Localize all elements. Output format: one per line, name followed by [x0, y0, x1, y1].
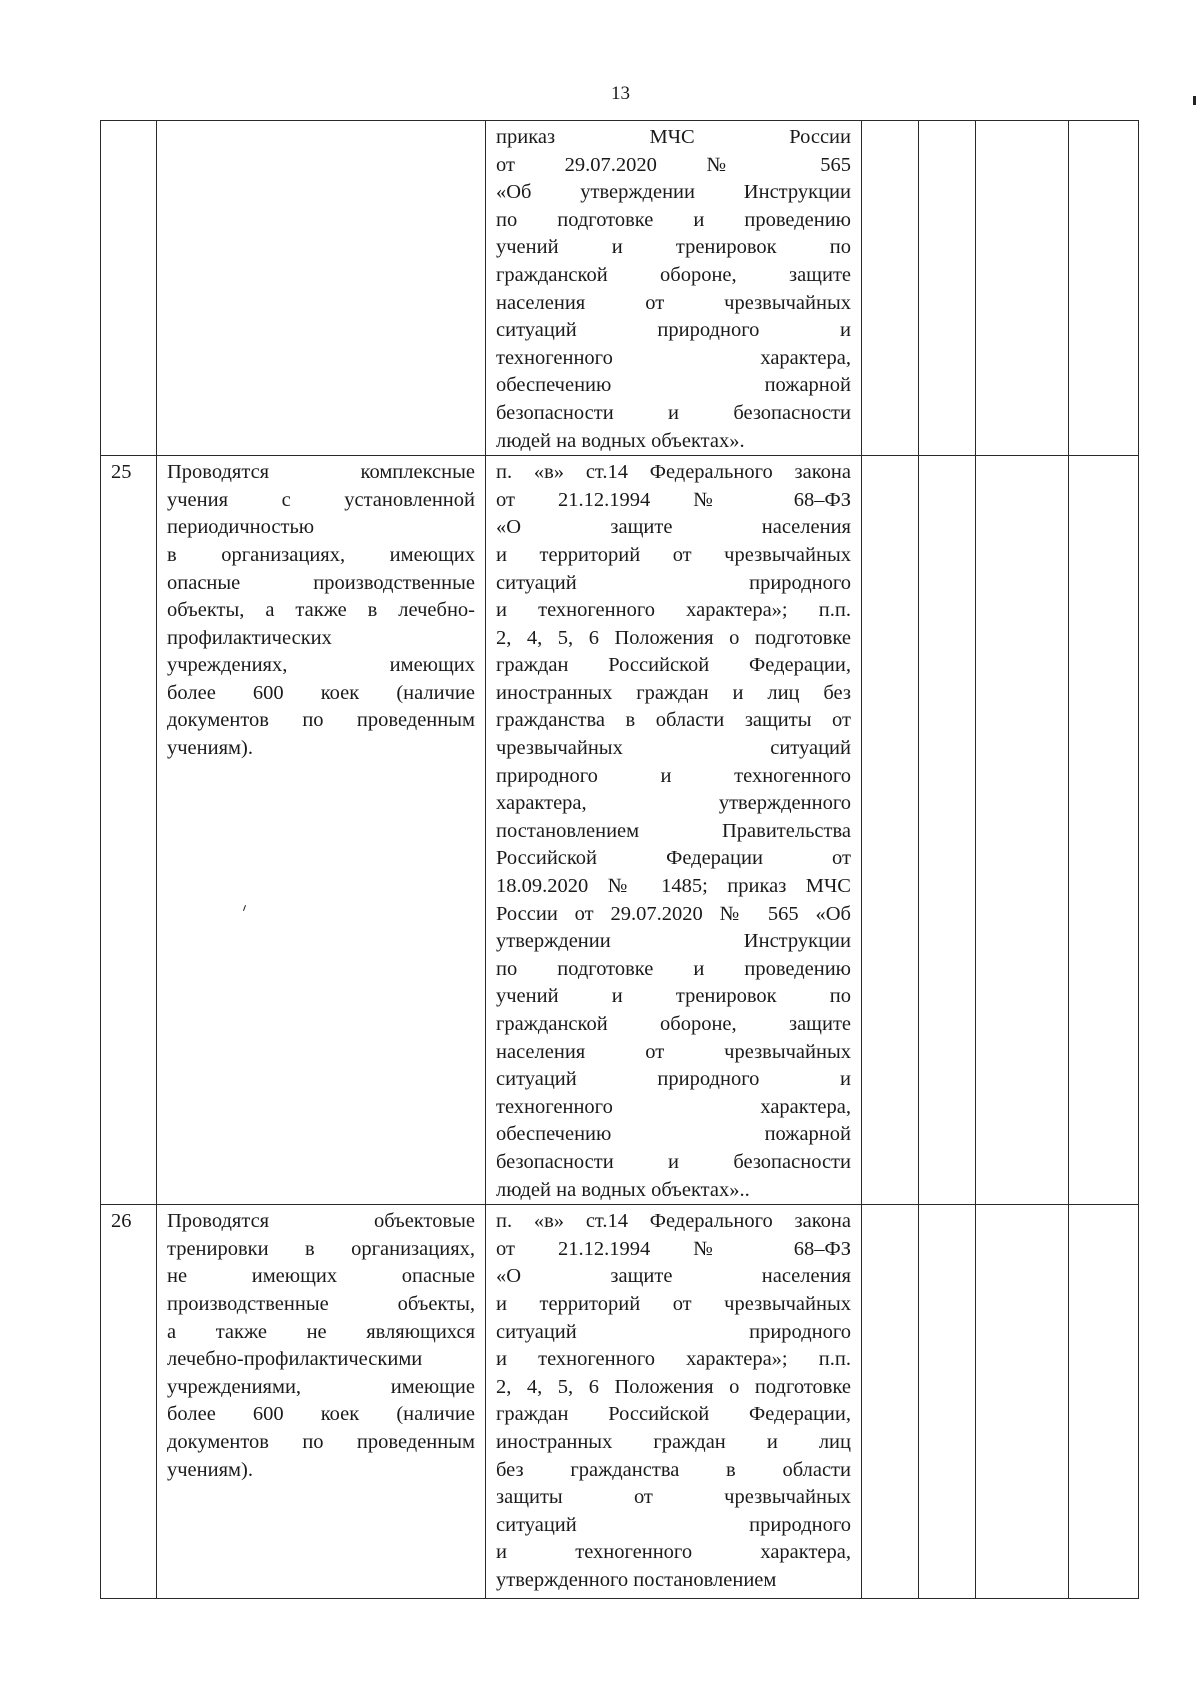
reference-cell — [486, 456, 862, 1205]
text-line: людей на водных объектах».. — [496, 1178, 750, 1201]
text-line: ситуаций природного и — [496, 1068, 851, 1091]
text-line: техногенного характера, — [496, 1095, 851, 1118]
text-line: чрезвычайных ситуаций — [496, 737, 851, 760]
text-line: учениям). — [167, 1458, 253, 1481]
text-line: ситуаций природного — [496, 1320, 851, 1343]
text-line: и техногенного характера»; п.п. — [496, 599, 851, 622]
text-line: 2, 4, 5, 6 Положения о подготовке — [496, 626, 851, 649]
empty-cell — [1069, 121, 1139, 456]
empty-cell — [919, 121, 976, 456]
text-line: профилактических — [167, 626, 332, 649]
text-line: обеспечению пожарной — [496, 374, 851, 397]
text-line: обеспечению пожарной — [496, 1123, 851, 1146]
text-line: России от 29.07.2020 № 565 «Об — [496, 902, 851, 925]
text-line: от 21.12.1994 № 68–ФЗ — [496, 1237, 851, 1260]
text-line: по подготовке и проведению — [496, 208, 851, 231]
text-line: иностранных граждан и лиц без — [496, 681, 851, 704]
text-line: утвержденного постановлением — [496, 1568, 777, 1591]
text-line: гражданства в области защиты от — [496, 709, 851, 732]
text-line: а также не являющихся — [167, 1320, 475, 1343]
text-line: «О защите населения — [496, 516, 851, 539]
text-line: ситуаций природного — [496, 571, 851, 594]
empty-cell — [919, 1205, 976, 1599]
empty-cell — [862, 1205, 919, 1599]
requirement-cell — [157, 121, 486, 456]
empty-cell — [976, 121, 1069, 456]
text-line: населения от чрезвычайных — [496, 291, 851, 314]
empty-cell — [862, 456, 919, 1205]
text-line: «О защите населения — [496, 1265, 851, 1288]
text-line: учреждениях, имеющих — [167, 654, 475, 677]
empty-cell — [1069, 1205, 1139, 1599]
empty-cell — [976, 456, 1069, 1205]
text-line: лечебно-профилактическими — [167, 1348, 423, 1371]
text-line: по подготовке и проведению — [496, 957, 851, 980]
requirements-table — [100, 120, 1139, 1599]
text-line: документов по проведенным — [167, 1430, 475, 1453]
text-line: безопасности и безопасности — [496, 1150, 851, 1173]
table-row — [101, 121, 1139, 456]
text-line: 2, 4, 5, 6 Положения о подготовке — [496, 1375, 851, 1398]
text-line: более 600 коек (наличие — [167, 1403, 475, 1426]
text-line: «Об утверждении Инструкции — [496, 181, 851, 204]
text-line: объекты, а также в лечебно- — [167, 599, 475, 622]
text-line: учений и тренировок по — [496, 236, 851, 259]
text-line: и территорий от чрезвычайных — [496, 543, 851, 566]
text-line: защиты от чрезвычайных — [496, 1486, 851, 1509]
table-row — [101, 1205, 1139, 1599]
text-line: от 29.07.2020 № 565 — [496, 153, 851, 176]
text-line: и техногенного характера, — [496, 1541, 851, 1564]
text-line: граждан Российской Федерации, — [496, 654, 851, 677]
text-line: без гражданства в области — [496, 1458, 851, 1481]
text-line: тренировки в организациях, — [167, 1237, 475, 1260]
text-line: Российской Федерации от — [496, 847, 851, 870]
text-line: производственные объекты, — [167, 1292, 475, 1315]
text-line: п. «в» ст.14 Федерального закона — [496, 461, 851, 484]
text-line: п. «в» ст.14 Федерального закона — [496, 1210, 851, 1233]
text-line: гражданской обороне, защите — [496, 1013, 851, 1035]
text-line: Проводятся объектовые — [167, 1210, 475, 1233]
text-line: техногенного характера, — [496, 346, 851, 369]
text-line: не имеющих опасные — [167, 1265, 475, 1288]
text-line: документов по проведенным — [167, 709, 475, 732]
requirement-cell — [157, 1205, 486, 1599]
page-number: 13 — [611, 83, 630, 104]
text-line: иностранных граждан и лиц — [496, 1430, 851, 1453]
text-line: опасные производственные — [167, 571, 475, 594]
text-line: учреждениями, имеющие — [167, 1375, 475, 1398]
text-line: более 600 коек (наличие — [167, 681, 475, 704]
row-number: 26 — [101, 1205, 157, 1599]
text-line: учений и тренировок по — [496, 985, 851, 1008]
text-line: ситуаций природного и — [496, 319, 851, 342]
row-number: 25 — [101, 456, 157, 1205]
text-line: Проводятся комплексные — [167, 461, 475, 484]
text-line: приказ МЧС России — [496, 126, 851, 148]
row-number — [101, 121, 157, 456]
text-line: и техногенного характера»; п.п. — [496, 1348, 851, 1371]
empty-cell — [1069, 456, 1139, 1205]
text-line: характера, утвержденного — [496, 792, 851, 815]
empty-cell — [919, 456, 976, 1205]
text-line: и территорий от чрезвычайных — [496, 1292, 851, 1315]
reference-cell — [486, 1205, 862, 1599]
table-row — [101, 456, 1139, 1205]
reference-cell — [486, 121, 862, 456]
empty-cell — [976, 1205, 1069, 1599]
text-line: утверждении Инструкции — [496, 930, 851, 953]
text-line: людей на водных объектах». — [496, 429, 745, 452]
text-line: населения от чрезвычайных — [496, 1040, 851, 1063]
requirement-cell — [157, 456, 486, 1205]
text-line: ситуаций природного — [496, 1513, 851, 1536]
text-line: от 21.12.1994 № 68–ФЗ — [496, 488, 851, 511]
text-line: граждан Российской Федерации, — [496, 1403, 851, 1426]
text-line: учениям). — [167, 737, 253, 760]
empty-cell — [862, 121, 919, 456]
text-line: 18.09.2020 № 1485; приказ МЧС — [496, 875, 851, 898]
text-line: безопасности и безопасности — [496, 401, 851, 424]
text-line: природного и техногенного — [496, 764, 851, 787]
text-line: гражданской обороне, защите — [496, 263, 851, 286]
text-line: периодичностью — [167, 516, 315, 539]
text-line: постановлением Правительства — [496, 819, 851, 842]
text-line: в организациях, имеющих — [167, 543, 475, 566]
text-line: учения с установленной — [167, 488, 475, 511]
scan-artifact-mark — [1193, 96, 1196, 105]
